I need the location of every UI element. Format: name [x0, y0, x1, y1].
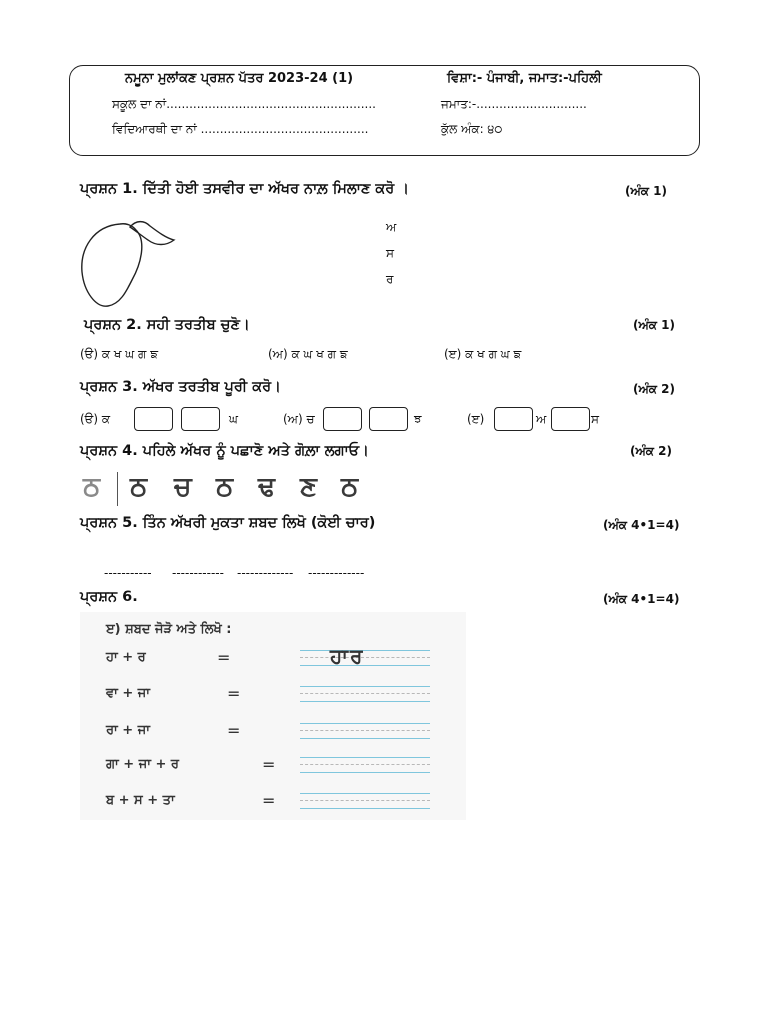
q3-b-label: (ਅ) ਚ — [283, 412, 315, 426]
panel-title: ੲ) ਸ਼ਬਦ ਜੋੜੋ ਅਤੇ ਲਿਖੋ : — [106, 622, 232, 637]
q1-option[interactable]: ਅ — [386, 220, 397, 234]
equals-sign: = — [217, 648, 231, 667]
word-parts: ਹਾ + ਰ — [106, 650, 146, 665]
equals-sign: = — [262, 755, 276, 774]
q3-a-blank-1[interactable] — [134, 407, 173, 431]
answer-line[interactable] — [300, 793, 430, 809]
q4-divider — [117, 472, 118, 506]
q2-option[interactable]: (ੳ) ਕ ਖ ਘ ਗ ਙ — [80, 347, 159, 361]
word-parts: ਬ + ਸ + ਤਾ — [106, 793, 175, 808]
equals-sign: = — [227, 684, 241, 703]
q1-title: ਪ੍ਰਸ਼ਨ 1. ਦਿੱਤੀ ਹੋਈ ਤਸਵੀਰ ਦਾ ਅੱਖਰ ਨਾਲ਼ ਮਿਲਾਣ ਕਰੋ । — [80, 181, 410, 197]
q5-blank[interactable]: ----------- — [104, 566, 152, 580]
q3-a-end: ਘ — [229, 412, 238, 426]
q4-reference-letter: ਠ — [83, 472, 101, 502]
q3-c-blank-2[interactable] — [551, 407, 590, 431]
school-name-field[interactable]: ਸਕੂਲ ਦਾ ਨਾਂ....................................................... — [112, 97, 376, 111]
q5-blank[interactable]: ------------ — [172, 566, 224, 580]
class-field[interactable]: ਜਮਾਤ:-............................. — [441, 97, 587, 111]
equals-sign: = — [227, 721, 241, 740]
q5-blank[interactable]: ------------- — [308, 566, 365, 580]
word-joining-panel — [80, 612, 466, 820]
q1-option[interactable]: ਸ — [386, 246, 394, 260]
answer-line[interactable] — [300, 723, 430, 739]
q3-title: ਪ੍ਰਸ਼ਨ 3. ਅੱਖਰ ਤਰਤੀਬ ਪੂਰੀ ਕਰੋ। — [80, 379, 281, 395]
q2-marks: (ਅੰਕ 1) — [633, 318, 676, 332]
word-parts: ਗਾ + ਜਾ + ਰ — [106, 757, 179, 772]
q3-b-blank-2[interactable] — [369, 407, 408, 431]
q3-c-label: (ੲ) — [467, 412, 485, 426]
q3-marks: (ਅੰਕ 2) — [633, 382, 676, 396]
word-parts: ਰਾ + ਜਾ — [106, 723, 150, 738]
q3-c-mid: ਅ — [536, 412, 547, 426]
subject-class: ਵਿਸ਼ਾ:- ਪੰਜਾਬੀ, ਜਮਾਤ:-ਪਹਿਲੀ — [447, 71, 602, 86]
mango-drawing — [78, 216, 178, 314]
q6-marks: (ਅੰਕ 4•1=4) — [603, 592, 680, 606]
q3-b-end: ਝ — [414, 412, 422, 426]
q5-blank[interactable]: ------------- — [237, 566, 294, 580]
q4-letter[interactable]: ਢ — [258, 472, 275, 502]
q3-c-end: ਸ — [591, 412, 599, 426]
q4-letter[interactable]: ਠ — [130, 472, 148, 502]
answer-line[interactable] — [300, 686, 430, 702]
q3-a-blank-2[interactable] — [181, 407, 220, 431]
q4-letter[interactable]: ਠ — [216, 472, 234, 502]
q4-letter[interactable]: ਠ — [341, 472, 359, 502]
q4-title: ਪ੍ਰਸ਼ਨ 4. ਪਹਿਲੇ ਅੱਖਰ ਨੂੰ ਪਛਾਣੋ ਅਤੇ ਗੋਲ਼ਾ ਲਗਾਓ। — [80, 443, 369, 459]
q3-b-blank-1[interactable] — [323, 407, 362, 431]
q5-marks: (ਅੰਕ 4•1=4) — [603, 518, 680, 532]
q4-letter[interactable]: ਣ — [300, 472, 317, 502]
q4-marks: (ਅੰਕ 2) — [630, 444, 673, 458]
answer-line[interactable] — [300, 757, 430, 773]
total-marks: ਕੁੱਲ ਅੰਕ: ੪੦ — [441, 122, 503, 136]
q2-title: ਪ੍ਰਸ਼ਨ 2. ਸਹੀ ਤਰਤੀਬ ਚੁਣੋ। — [84, 317, 250, 333]
q2-option[interactable]: (ਅ) ਕ ਘ ਖ ਗ ਙ — [268, 347, 348, 361]
student-name-field[interactable]: ਵਿਦਿਆਰਥੀ ਦਾ ਨਾਂ ............................................ — [112, 122, 369, 136]
answer-line[interactable] — [300, 650, 430, 666]
answer-text: ਹਾਰ — [330, 644, 365, 668]
q5-title: ਪ੍ਰਸ਼ਨ 5. ਤਿੰਨ ਅੱਖਰੀ ਮੁਕਤਾ ਸ਼ਬਦ ਲਿਖੋ (ਕੋਈ ਚਾਰ) — [80, 515, 376, 531]
q6-title: ਪ੍ਰਸ਼ਨ 6. — [80, 589, 138, 605]
q1-option[interactable]: ਰ — [386, 272, 394, 286]
word-parts: ਵਾ + ਜਾ — [106, 686, 151, 701]
q3-a-label: (ੳ) ਕ — [80, 412, 111, 426]
paper-title: ਨਮੂਨਾ ਮੁਲਾਂਕਣ ਪ੍ਰਸ਼ਨ ਪੱਤਰ 2023-24 (1) — [125, 71, 354, 86]
q4-letter[interactable]: ਚ — [174, 472, 192, 502]
q3-c-blank-1[interactable] — [494, 407, 533, 431]
equals-sign: = — [262, 791, 276, 810]
q1-marks: (ਅੰਕ 1) — [625, 184, 668, 198]
q2-option[interactable]: (ੲ) ਕ ਖ ਗ ਘ ਙ — [444, 347, 522, 361]
